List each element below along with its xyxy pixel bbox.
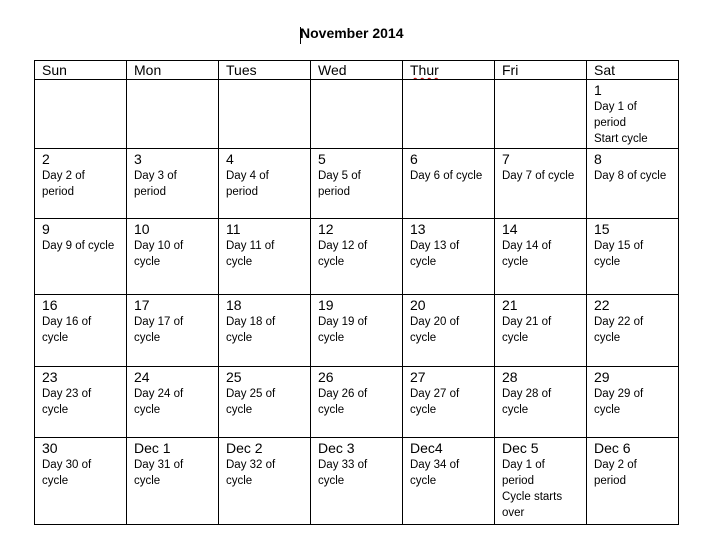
day-cell — [403, 367, 495, 438]
day-note: Day 2 of period — [42, 170, 85, 198]
day-date: 22 — [594, 297, 610, 313]
day-date: Dec 2 — [226, 440, 263, 456]
day-cell — [35, 80, 127, 149]
day-date: 8 — [594, 151, 602, 167]
weekday-wed: Wed — [311, 61, 403, 80]
day-cell — [127, 80, 219, 149]
day-cell — [587, 149, 679, 219]
day-cell — [311, 149, 403, 219]
day-date: 18 — [226, 297, 242, 313]
day-date: 5 — [318, 151, 326, 167]
weekday-tues: Tues — [219, 61, 311, 80]
weekday-thur-label: Thur — [410, 62, 439, 78]
day-cell — [403, 438, 495, 525]
day-note: Day 34 of cycle — [410, 459, 460, 487]
day-cell — [495, 438, 587, 525]
day-note: Day 26 of cycle — [318, 388, 368, 416]
day-date: 23 — [42, 369, 58, 385]
weekday-thur — [403, 61, 495, 80]
weekday-header-row — [35, 61, 679, 80]
day-cell — [127, 219, 219, 295]
day-date: 6 — [410, 151, 418, 167]
day-note: Day 11 of cycle — [226, 240, 275, 268]
day-date: 21 — [502, 297, 518, 313]
day-cell — [35, 295, 127, 367]
day-note: Day 23 of cycle — [42, 388, 92, 416]
day-note: Day 19 of cycle — [318, 316, 368, 344]
day-date: 19 — [318, 297, 334, 313]
day-cell — [403, 80, 495, 149]
day-note: Day 30 of cycle — [42, 459, 92, 487]
day-cell — [403, 149, 495, 219]
day-note: Day 22 of cycle — [594, 316, 644, 344]
day-cell — [219, 149, 311, 219]
weekday-sun: Sun — [35, 61, 127, 80]
day-date: 27 — [410, 369, 426, 385]
day-cell — [311, 295, 403, 367]
day-cell — [311, 80, 403, 149]
day-note: Day 12 of cycle — [318, 240, 368, 268]
day-date: 16 — [42, 297, 58, 313]
day-note: Day 9 of cycle — [42, 240, 115, 252]
day-date: 20 — [410, 297, 426, 313]
day-date: 29 — [594, 369, 610, 385]
day-note: Day 1 of period Cycle starts over — [502, 459, 563, 519]
day-date: Dec 3 — [318, 440, 355, 456]
day-note: Day 14 of cycle — [502, 240, 552, 268]
day-cell — [587, 438, 679, 525]
week-row — [35, 295, 679, 367]
day-cell — [587, 80, 679, 149]
day-note: Day 24 of cycle — [134, 388, 184, 416]
day-note: Day 21 of cycle — [502, 316, 552, 344]
day-date: 4 — [226, 151, 234, 167]
day-date: 14 — [502, 221, 518, 237]
day-note: Day 10 of cycle — [134, 240, 184, 268]
week-row — [35, 438, 679, 525]
day-date: 10 — [134, 221, 150, 237]
day-note: Day 20 of cycle — [410, 316, 460, 344]
day-date: 1 — [594, 82, 602, 98]
day-date: 15 — [594, 221, 610, 237]
day-note: Day 6 of cycle — [410, 170, 483, 182]
day-cell — [403, 295, 495, 367]
weekday-sat: Sat — [587, 61, 679, 80]
day-note: Day 33 of cycle — [318, 459, 368, 487]
day-note: Day 8 of cycle — [594, 170, 667, 182]
day-cell — [495, 149, 587, 219]
day-cell — [35, 367, 127, 438]
day-cell — [127, 438, 219, 525]
day-cell — [127, 295, 219, 367]
week-row — [35, 149, 679, 219]
day-note: Day 29 of cycle — [594, 388, 644, 416]
day-cell — [311, 219, 403, 295]
day-date: 12 — [318, 221, 334, 237]
day-cell — [35, 438, 127, 525]
weekday-mon: Mon — [127, 61, 219, 80]
day-note: Day 25 of cycle — [226, 388, 276, 416]
day-date: 25 — [226, 369, 242, 385]
day-cell — [219, 219, 311, 295]
day-cell — [311, 367, 403, 438]
day-cell — [587, 367, 679, 438]
day-date: 9 — [42, 221, 50, 237]
day-note: Day 17 of cycle — [134, 316, 184, 344]
day-cell — [587, 219, 679, 295]
day-note: Day 7 of cycle — [502, 170, 575, 182]
day-cell — [219, 438, 311, 525]
day-date: 26 — [318, 369, 334, 385]
day-note: Day 2 of period — [594, 459, 637, 487]
day-note: Day 31 of cycle — [134, 459, 184, 487]
day-note: Day 15 of cycle — [594, 240, 644, 268]
day-cell — [587, 295, 679, 367]
day-cell — [35, 149, 127, 219]
day-cell — [311, 438, 403, 525]
day-note: Day 3 of period — [134, 170, 177, 198]
day-cell — [127, 367, 219, 438]
weekday-fri: Fri — [495, 61, 587, 80]
week-row — [35, 367, 679, 438]
week-row — [35, 219, 679, 295]
day-note: Day 16 of cycle — [42, 316, 92, 344]
day-note: Day 18 of cycle — [226, 316, 276, 344]
day-note: Day 4 of period — [226, 170, 269, 198]
day-cell — [127, 149, 219, 219]
page-title: November 2014 — [300, 25, 404, 41]
day-cell — [219, 295, 311, 367]
day-date: 30 — [42, 440, 58, 456]
day-note: Day 5 of period — [318, 170, 361, 198]
day-cell — [495, 295, 587, 367]
day-cell — [219, 80, 311, 149]
day-cell — [219, 367, 311, 438]
day-cell — [495, 219, 587, 295]
day-note: Day 13 of cycle — [410, 240, 460, 268]
day-cell — [495, 80, 587, 149]
day-date: 24 — [134, 369, 150, 385]
day-date: 17 — [134, 297, 150, 313]
day-note: Day 27 of cycle — [410, 388, 460, 416]
day-note: Day 28 of cycle — [502, 388, 552, 416]
day-date: Dec 6 — [594, 440, 631, 456]
day-date: 2 — [42, 151, 50, 167]
day-date: Dec 5 — [502, 440, 539, 456]
day-date: 3 — [134, 151, 142, 167]
day-cell — [403, 219, 495, 295]
day-date: 11 — [226, 221, 241, 237]
calendar-table — [34, 60, 679, 525]
week-row — [35, 80, 679, 149]
day-date: Dec4 — [410, 440, 443, 456]
day-note: Day 32 of cycle — [226, 459, 276, 487]
day-cell — [495, 367, 587, 438]
day-date: 7 — [502, 151, 510, 167]
day-date: Dec 1 — [134, 440, 171, 456]
day-note: Day 1 of period Start cycle — [594, 101, 648, 145]
day-cell — [35, 219, 127, 295]
day-date: 28 — [502, 369, 518, 385]
day-date: 13 — [410, 221, 426, 237]
